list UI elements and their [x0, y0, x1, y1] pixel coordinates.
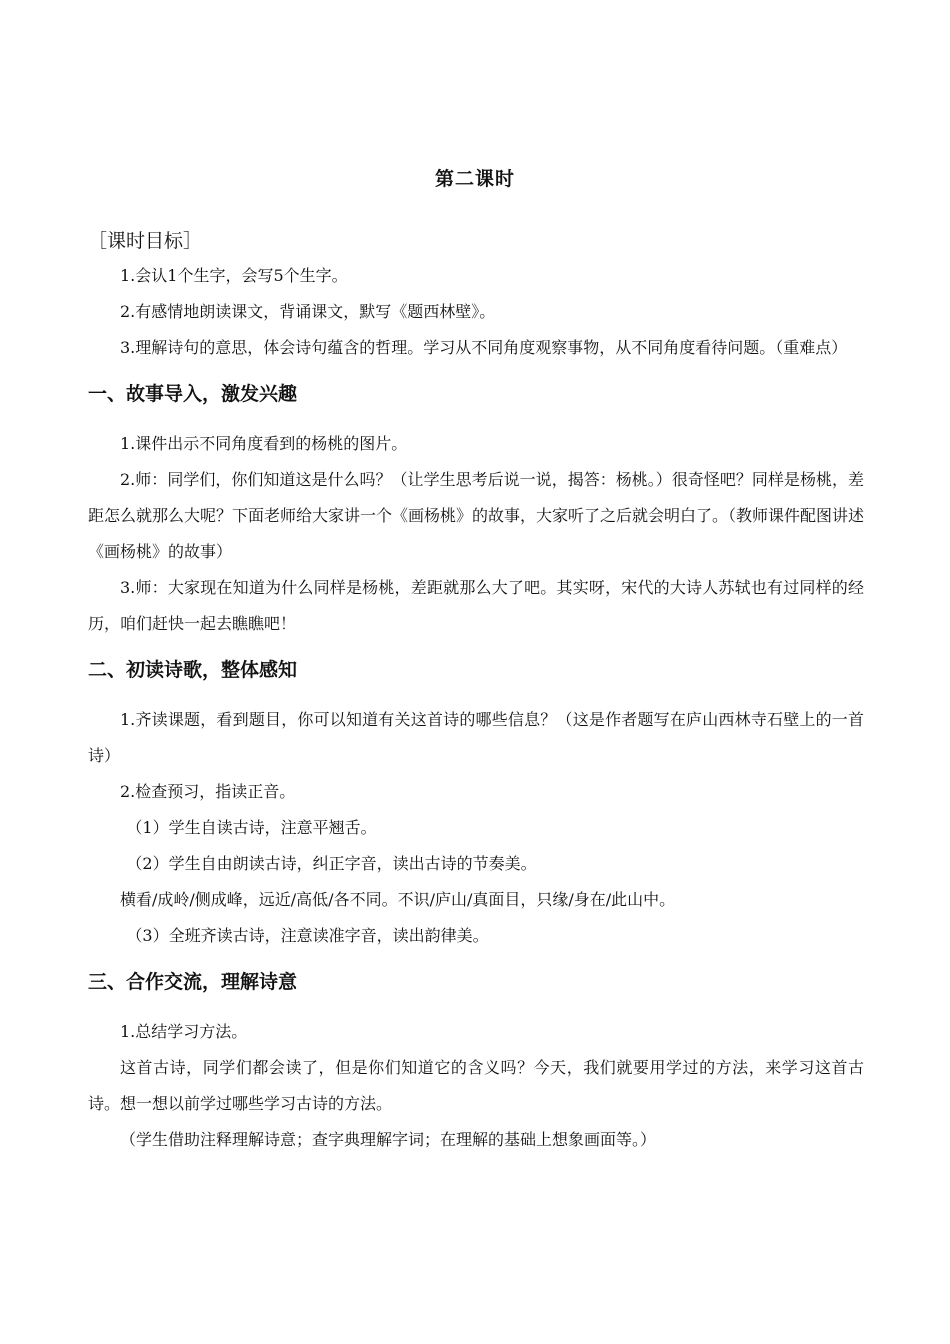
objective-item: 1.会认1个生字，会写5个生字。 [120, 266, 348, 285]
objectives-block [88, 224, 864, 366]
section-cooperation [88, 964, 864, 1158]
section-paragraph: 2.检查预习，指读正音。 [120, 782, 296, 801]
section-paragraph: 2.师：同学们，你们知道这是什么吗？（让学生思考后说一说，揭答：杨桃。）很奇怪吧？同样是杨桃，差距怎么就那么大呢？下面老师给大家讲一个《画杨桃》的故事，大家听了之后就会明白了。（教师课件配图讲述《画杨桃》的故事） [88, 470, 865, 561]
section-paragraph: 1.课件出示不同角度看到的杨桃的图片。 [120, 434, 408, 453]
section-heading: 一、故事导入，激发兴趣 [88, 383, 298, 405]
section-paragraph: 1.总结学习方法。 [120, 1022, 248, 1041]
section-paragraph: （学生借助注释理解诗意；查字典理解字词；在理解的基础上想象画面等。） [120, 1130, 657, 1149]
section-paragraph: 3.师：大家现在知道为什么同样是杨桃，差距就那么大了吧。其实呀，宋代的大诗人苏轼也有过同样的经历，咱们赶快一起去瞧瞧吧！ [88, 578, 864, 633]
section-story-intro [88, 376, 864, 642]
section-paragraph: （2）学生自由朗读古诗，纠正字音，读出古诗的节奏美。 [126, 854, 537, 873]
section-paragraph: （3）全班齐读古诗，注意读准字音，读出韵律美。 [126, 926, 489, 945]
page-title: 第二课时 [434, 168, 515, 190]
poem-rhythm-line: 横看/成岭/侧成峰，远近/高低/各不同。不识/庐山/真面目，只缘/身在/此山中。 [120, 890, 676, 909]
document-body [88, 224, 864, 1158]
objectives-label: ［课时目标］ [88, 230, 203, 252]
section-heading: 二、初读诗歌，整体感知 [88, 659, 298, 681]
section-paragraph: 这首古诗，同学们都会读了，但是你们知道它的含义吗？今天，我们就要用学过的方法，来学习这首古诗。想一想以前学过哪些学习古诗的方法。 [88, 1058, 864, 1113]
objective-item: 2.有感情地朗读课文，背诵课文，默写《题西林壁》。 [120, 302, 496, 321]
section-first-reading [88, 652, 864, 954]
section-heading: 三、合作交流，理解诗意 [88, 971, 298, 993]
section-paragraph: （1）学生自读古诗，注意平翘舌。 [126, 818, 377, 837]
objective-item: 3.理解诗句的意思，体会诗句蕴含的哲理。学习从不同角度观察事物，从不同角度看待问题。（重难点） [120, 338, 848, 357]
section-paragraph: 1.齐读课题，看到题目，你可以知道有关这首诗的哪些信息？（这是作者题写在庐山西林寺石壁上的一首诗） [88, 710, 864, 765]
